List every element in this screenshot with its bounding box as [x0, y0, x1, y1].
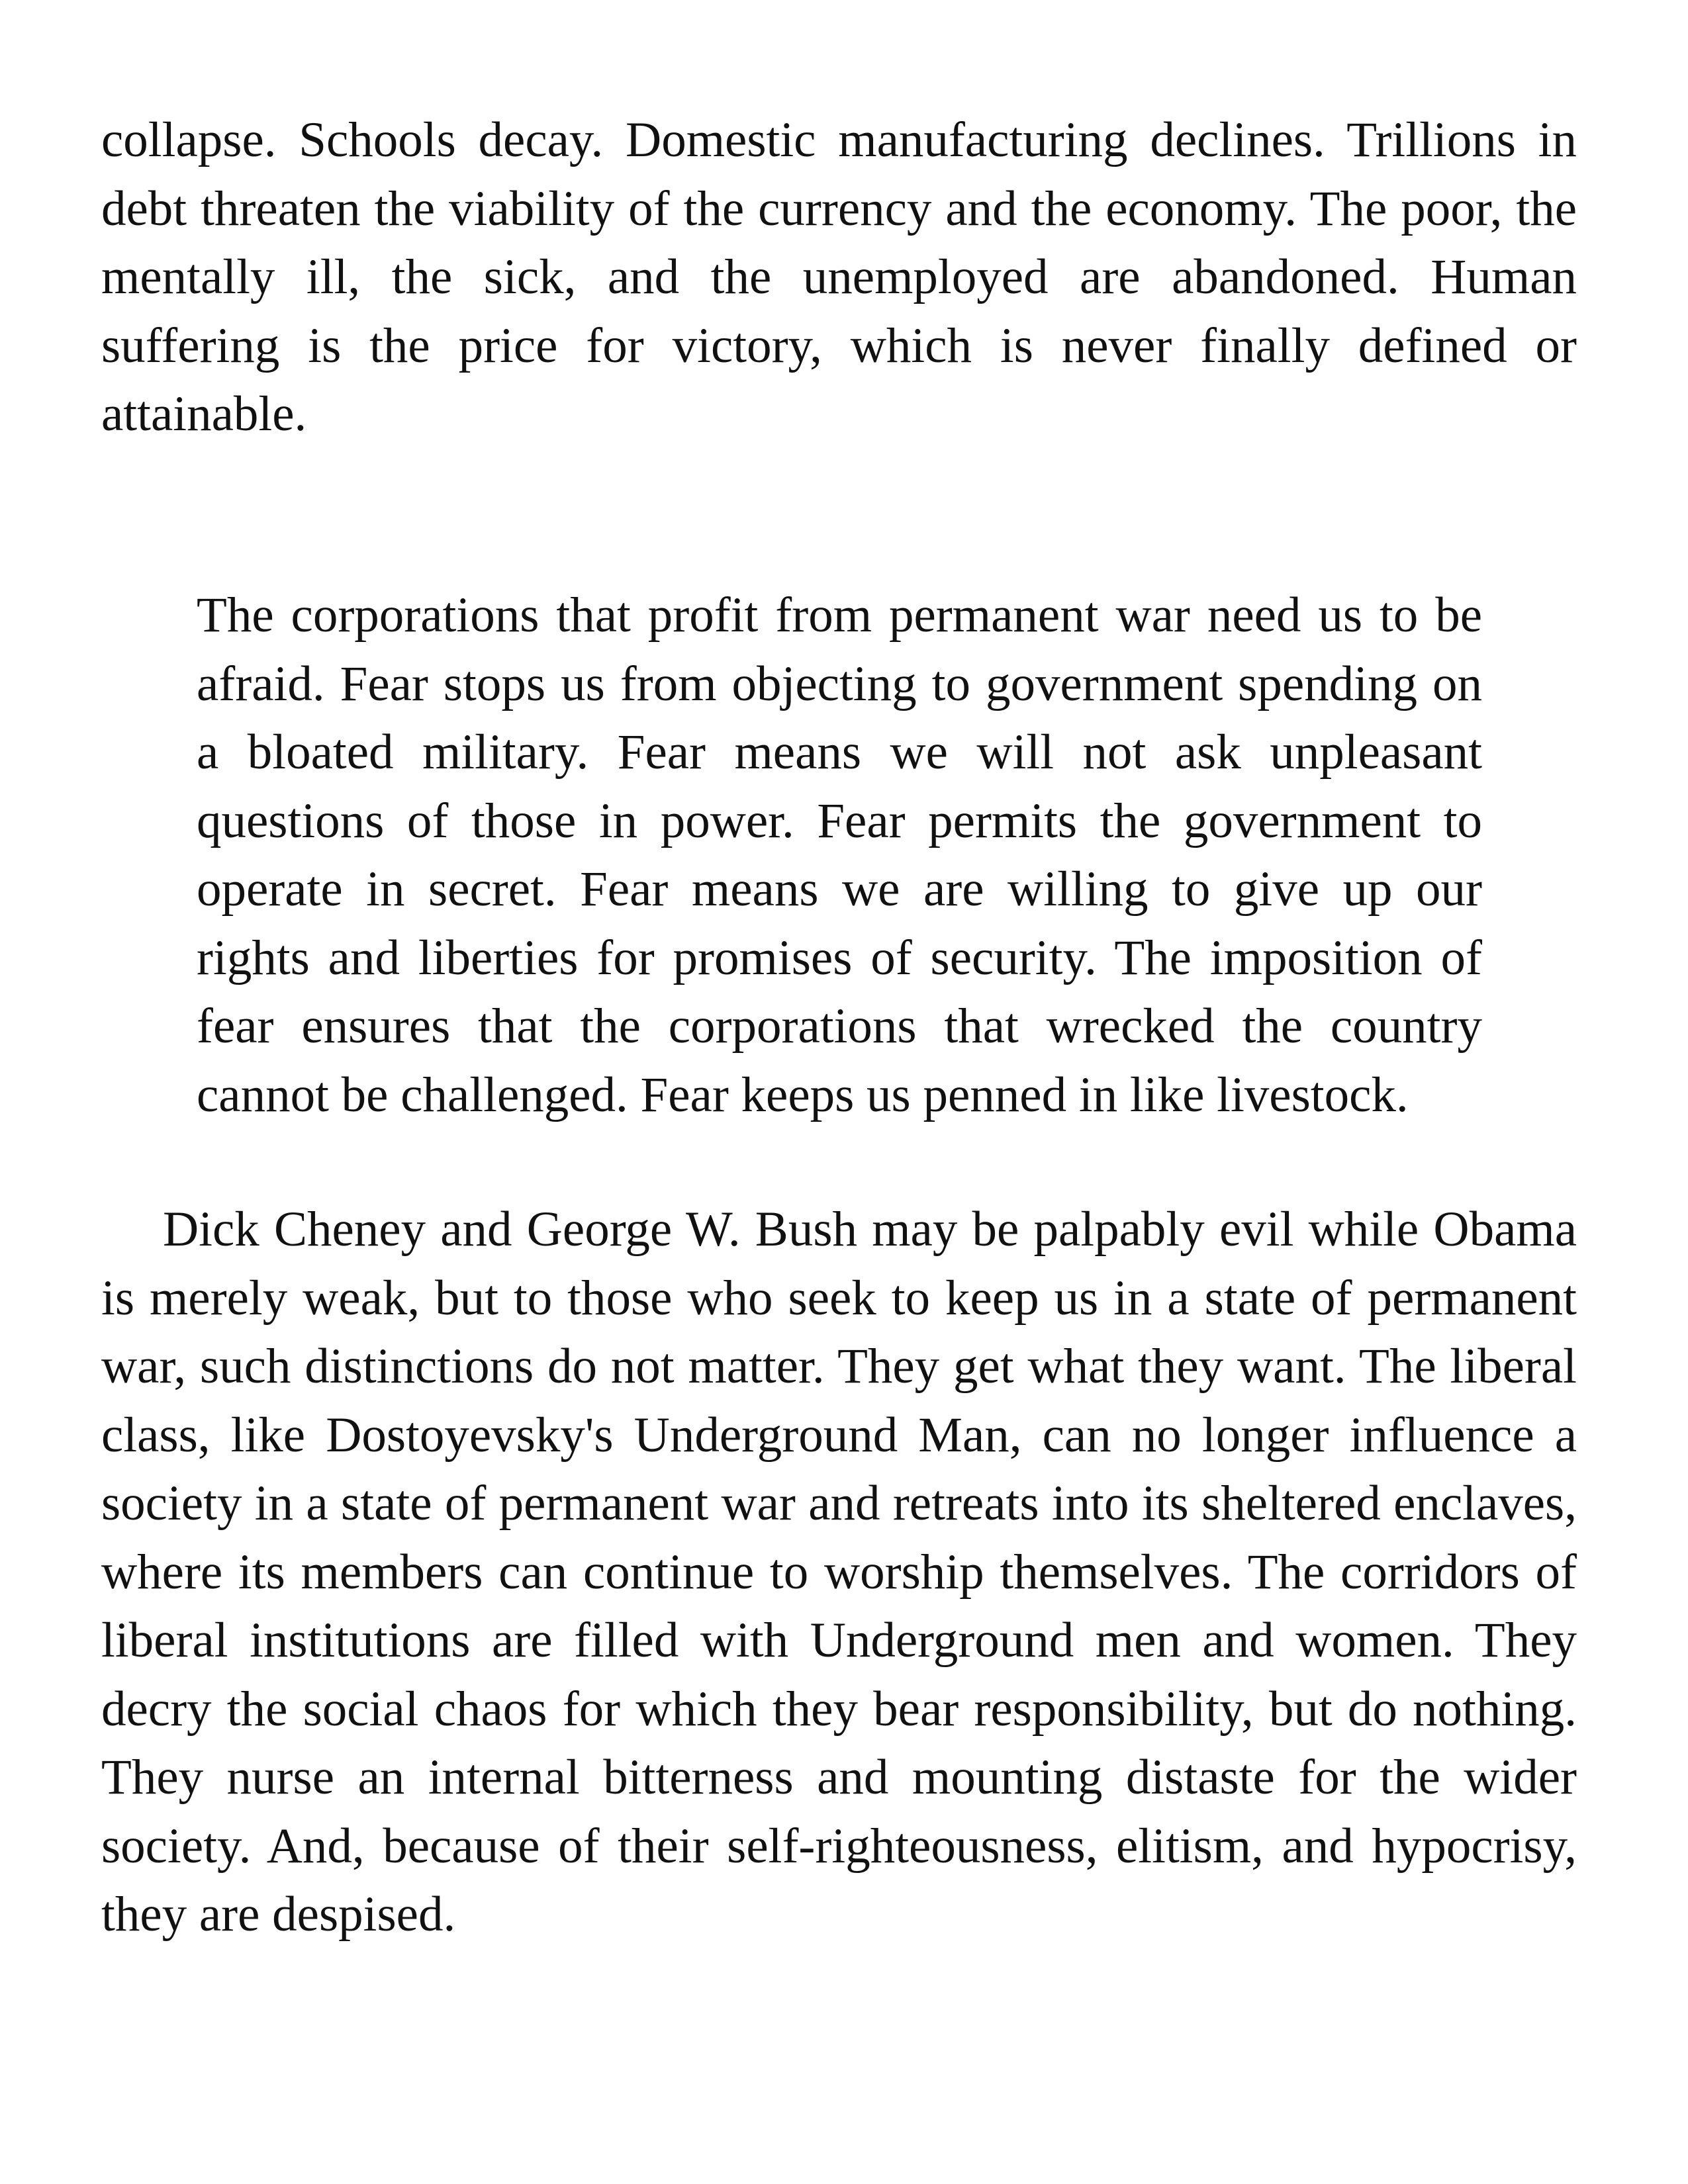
body-paragraph-1: collapse. Schools decay. Domestic manufacturing declines. Trillions in debt threaten the viability of the currency and the economy. The poor, the mentally ill, the sick, and the unemployed are abandoned. Human suffering is the price for victory, which is never finally defined or attainable. — [101, 113, 1577, 441]
body-paragraph-2: Dick Cheney and George W. Bush may be palpably evil while Obama is merely weak, but to those who seek to keep us in a state of permanent war, such distinctions do not matter. They get what they want. The liberal class, like Dostoyevsky's Underground Man, can no longer influence a society in a state of permanent war and retreats into its sheltered enclaves, where its members can continue to worship themselves. The corridors of liberal institutions are filled with Underground men and women. They decry the social chaos for which they bear responsibility, but do nothing. They nurse an internal bitterness and mounting distaste for the wider society. And, because of their self-righteousness, elitism, and hypocrisy, they are despised. — [101, 1202, 1577, 1942]
block-quote: The corporations that profit from permanent war need us to be afraid. Fear stops us from objecting to government spending on a bloated military. Fear means we will not ask unpleasant questions of those in power. Fear permits the government to operate in secret. Fear means we are willing to give up our rights and liberties for promises of security. The imposition of fear ensures that the corporations that wrecked the country cannot be challenged. Fear keeps us penned in like livestock. — [197, 588, 1482, 1122]
